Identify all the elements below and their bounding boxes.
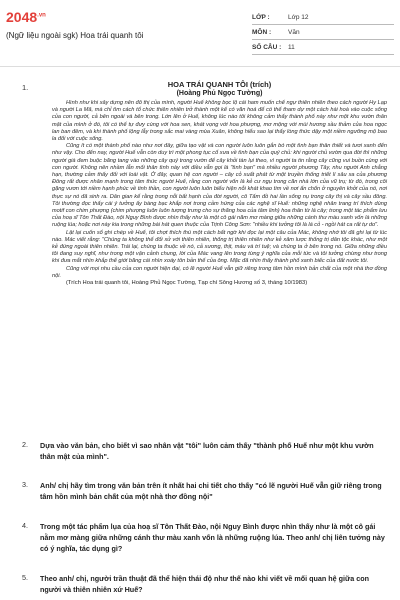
meta-row-subject xyxy=(252,25,394,40)
page-header xyxy=(0,0,400,62)
passage-source: (Trích Hoa trái quanh tôi, Hoàng Phủ Ngọc Tường, Tạp chí Sông Hương số 3, tháng 10/1983) xyxy=(66,280,308,287)
passage-author: (Hoàng Phủ Ngọc Tường) xyxy=(176,90,263,97)
meta-key: SỐ CÂU : xyxy=(252,43,282,51)
document-title: (Ngữ liệu ngoài sgk) Hoa trái quanh tôi xyxy=(6,31,144,40)
passage-paragraph: Hình như khi xây dựng nên đô thị của mình, người Huế không bọc lộ cái ham muốn chế ngự thiên nhiên theo cách người Hy Lạp và người La Mã, mà chỉ tìm cách tổ chức thiên nhiên trở thành một kế có văn hoá để có thể tham dự một cách hài hoà vào cuộc sống của con người, cả bên ngoài và bên trong. Lớn lên ở Huế, không lúc nào tôi không cảm thấy thành phố này như một khu vườn thân mật của mình ở đó, tôi có thể tự đưy cùng với hoa sen, khát vọng với hoa phượng, mơ mộng với mùi hương sầu thảm của hoa ngọc lan ban đêm, và khi thành phố lộng lẫy trong sắc mai vàng mùa Xuân, không hiểu sao lại thấy lòng thức dậy một niềm ngưỡng mộ bao la đối với cuộc sống. xyxy=(52,100,387,143)
question-number: 2. xyxy=(22,440,28,449)
meta-row-class xyxy=(252,10,394,25)
meta-key: MÔN : xyxy=(252,28,272,36)
logo-sub: .vn xyxy=(37,12,46,19)
header-divider xyxy=(0,66,400,67)
passage-title: HOA TRÁI QUANH TÔI (trích) xyxy=(167,80,272,89)
question-3: Anh/ chị hãy tìm trong văn bản trên ít nhất hai chi tiết cho thấy "có lẽ người Huế vẫn giữ riêng trong tâm hồn mình bản chất của một nhà thơ đồng nội" xyxy=(40,481,382,501)
site-logo[interactable] xyxy=(6,9,46,25)
logo-main: 2048 xyxy=(6,9,38,25)
question-number: 5. xyxy=(22,573,28,582)
passage-body xyxy=(52,100,387,280)
question-5: Theo anh/ chị, người trần thuật đã thể hiện thái độ như thế nào khi viết về mối quan hệ giữa con người và thiên nhiên xứ Huế? xyxy=(40,574,370,594)
meta-info xyxy=(252,10,394,55)
meta-key: LỚP : xyxy=(252,13,270,21)
passage-paragraph: Cũng với mọi nhu cầu của con người hiện đại, có lẽ người Huế vẫn giữ riêng trong tâm hồn mình bản chất của một nhà thơ đồng nội. xyxy=(52,265,387,279)
question-2: Dựa vào văn bản, cho biết vì sao nhân vật "tôi" luôn cảm thấy "thành phố Huế như một khu vườn thân mật của mình". xyxy=(40,441,374,461)
meta-value: Lớp 12 xyxy=(288,13,309,21)
passage-paragraph: Lật lại cuốn sổ ghi chép về Huế, tôi chợt thích thú một cách bất ngờ khi đọc lại một câu của Mác, không nhớ tôi đã ghi lại từ lúc nào. Mác viết rằng: "Chúng ta không thể đối xử với thiên nhiên, thống trị thiên nhiên như kẻ xâm lược thống trị dân tộc khác, như một kẻ đứng ngoài thiên nhiên. Trái lại, chúng ta thuộc về nó, cả xương, thịt, máu và trí tuệ; và chúng ta ở bên trong nó. Giữa những điều tôi đang suy nghĩ, như trong một vận cảnh chung, lời của Mác vang lên trong từng ý nghĩa của mỗi tức và tôi tưởng chừng như trong khi đưa mắt nhìn khắp thế giới băng cái nhìn xoáy tôn bản thể của ông. Mặc đã nhìn thấy thành phố xanh biếc của đất nước tôi. xyxy=(52,229,387,265)
question-number: 1. xyxy=(22,83,29,92)
question-4: Trong một tác phẩm lụa của hoạ sĩ Tôn Thất Đào, nội Nguy Bình được nhìn thấy như là một cô gái nằm mơ màng giữa những cánh thư màu xanh vốn là những ruộng lúa. Theo anh/ chị liên tưởng này có ý nghĩa, tác dụng gì? xyxy=(40,522,385,553)
question-number: 4. xyxy=(22,521,28,530)
meta-value: 11 xyxy=(288,43,295,51)
question-1-passage xyxy=(52,80,387,287)
passage-paragraph: Cũng ít có một thành phố nào như nơi đây, giữa tạo vật và con người luôn luôn gắn bó một tình bạn thân thiết và tươi xanh đến như vậy. Cho đến nay, người Huế vẫn còn duy trì một phong tục cổ xưa về tình bạn của quý chủ: khi người chủ vườn qua đời thì những người già đem buộc băng tang vào những cây quý trong vườn để cây khỏi tàn lụi theo, vì người ta tin rằng cây cũng vui buồn cùng với con người. Không nên nhầm lẫn mối thân tình này với điều vẫn gọi là "tình bạn" mà nhiều người phương Tây, nhu người Anh chẳng hạn, thường cảm thấy đối với loài vật. Ở đây, quan hệ con người – cây cỏ xuất phát từ một truyền thống triết lí sâu xa của phương Đông rất được nhân mạnh trong tâm thức người Huế, rằng con người vốn là kẻ cư ngụ trong căn nhà lớn của vũ trụ; từ đó, trong cõi gặng vươn tới niềm hạnh phúc về tinh thần, con người luôn luôn biểu hiện nỗi khát khao tìm về nơi ẩn chốn ở nguyên khởi của nó, nơi thực sự nó đã sinh ra. Dân gian kể rằng trong nỗi bất hạnh của đời người, cô Tấm đồ hai lần sống nụ trong cây thị và cây sầu đông. Tôi thường đọc thấy cái ý tưởng ấy bàng bạc khắp nơi trong cảm hứng của các nghệ sĩ Huế: những nghệ nhân trang trí thích dùng motif con chim phượng (chim phượng luôn luôn tượng trưng cho sự thăng hoa của tâm linh) hoa thân từ lá cây; trong một tác phẩm lưu của hoạ sĩ Tôn Thất Đào, nội Nguy Bình được nhìn thấy như là một cô gái năm mơ màng giữa những cánh thư màu xanh vốn là những ruộng lúa; hoặc nơi này kia trong những bài hát quen thuộc của Trịnh Công Sơn: "nhiều khi tưởng tôi là lá cỏ - ngồi hát ca rất tự do". xyxy=(52,143,387,229)
question-number: 3. xyxy=(22,480,28,489)
meta-value: Văn xyxy=(288,28,300,36)
meta-row-count xyxy=(252,40,394,55)
